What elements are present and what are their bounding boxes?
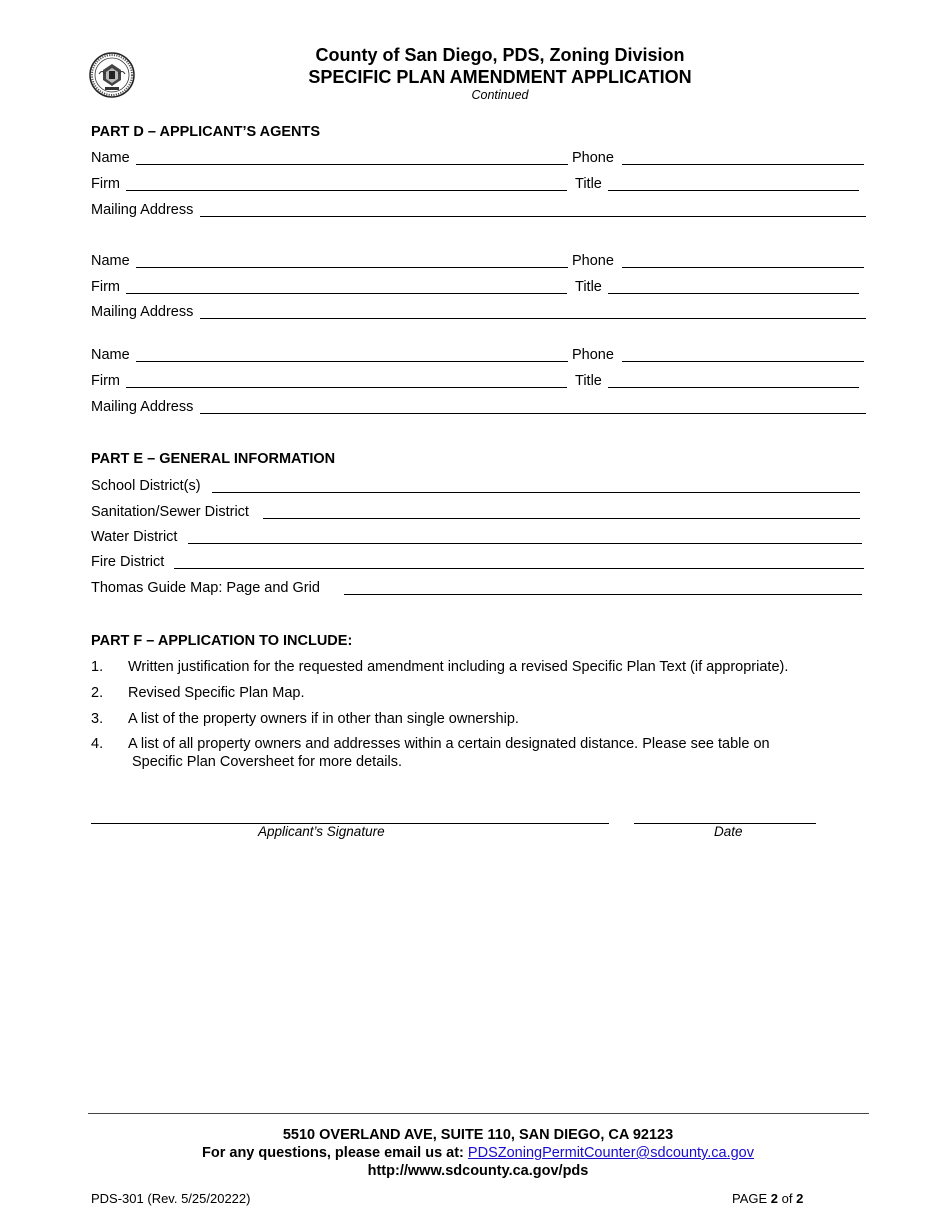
list-item bbox=[91, 684, 871, 702]
agent-3-name-field[interactable] bbox=[136, 361, 568, 362]
thomas-guide-field[interactable] bbox=[344, 594, 862, 595]
school-district-field[interactable] bbox=[212, 492, 860, 493]
document-subtitle: SPECIFIC PLAN AMENDMENT APPLICATION bbox=[308, 67, 692, 87]
school-district-label: School District(s) bbox=[91, 478, 201, 494]
footer-questions: For any questions, please email us at: bbox=[202, 1145, 464, 1161]
agent-1-phone-field[interactable] bbox=[622, 164, 864, 165]
agent-3-firm-field[interactable] bbox=[126, 387, 567, 388]
agent-3-title-field[interactable] bbox=[608, 387, 859, 388]
agent-2-firm-row bbox=[91, 278, 871, 296]
agent-3-mailing-field[interactable] bbox=[200, 413, 866, 414]
phone-label: Phone bbox=[572, 253, 614, 269]
sanitation-district-field[interactable] bbox=[263, 518, 860, 519]
part-d-heading: PART D – APPLICANT’S AGENTS bbox=[91, 124, 321, 140]
list-item bbox=[91, 710, 871, 728]
footer-contact bbox=[0, 1145, 950, 1161]
part-f-heading: PART F – APPLICATION TO INCLUDE: bbox=[91, 633, 353, 649]
document-title: County of San Diego, PDS, Zoning Division bbox=[315, 45, 685, 65]
footer-website: http://www.sdcounty.ca.gov/pds bbox=[367, 1163, 589, 1179]
name-label: Name bbox=[91, 253, 130, 269]
thomas-guide-row bbox=[91, 579, 871, 597]
mailing-address-label: Mailing Address bbox=[91, 304, 194, 320]
list-item-text: Revised Specific Plan Map. bbox=[128, 685, 305, 701]
footer-email-link[interactable]: PDSZoningPermitCounter@sdcounty.ca.gov bbox=[467, 1145, 754, 1161]
part-e-heading: PART E – GENERAL INFORMATION bbox=[91, 451, 336, 467]
mailing-address-label: Mailing Address bbox=[91, 202, 194, 218]
agent-1-firm-field[interactable] bbox=[126, 190, 567, 191]
phone-label: Phone bbox=[572, 347, 614, 363]
page-prefix: PAGE bbox=[732, 1191, 768, 1206]
list-item bbox=[91, 735, 871, 771]
title-label: Title bbox=[575, 279, 602, 295]
list-item-number: 3. bbox=[91, 711, 104, 727]
list-item-text-continued: Specific Plan Coversheet for more details. bbox=[132, 754, 402, 770]
list-item-number: 1. bbox=[91, 659, 104, 675]
water-district-field[interactable] bbox=[188, 543, 862, 544]
mailing-address-label: Mailing Address bbox=[91, 399, 194, 415]
list-item-text: Written justification for the requested amendment including a revised Specific Plan Text (if appropriate). bbox=[128, 659, 789, 675]
agent-1-firm-row bbox=[91, 175, 871, 193]
title-label: Title bbox=[575, 176, 602, 192]
list-item-number: 2. bbox=[91, 685, 104, 701]
agent-1-mailing-row bbox=[91, 201, 871, 219]
date-label: Date bbox=[714, 824, 743, 839]
agent-1-name-row bbox=[91, 149, 871, 167]
water-district-row bbox=[91, 528, 871, 546]
form-id: PDS-301 (Rev. 5/25/20222) bbox=[91, 1191, 251, 1206]
footer-divider bbox=[88, 1113, 869, 1114]
agent-2-phone-field[interactable] bbox=[622, 267, 864, 268]
continued-label: Continued bbox=[471, 88, 529, 102]
name-label: Name bbox=[91, 150, 130, 166]
agent-2-mailing-row bbox=[91, 303, 871, 321]
page-of: of bbox=[781, 1191, 793, 1206]
footer-address: 5510 OVERLAND AVE, SUITE 110, SAN DIEGO, CA 92123 bbox=[282, 1127, 674, 1143]
agent-2-name-row bbox=[91, 252, 871, 270]
page-total: 2 bbox=[796, 1191, 804, 1206]
firm-label: Firm bbox=[91, 373, 120, 389]
sanitation-district-label: Sanitation/Sewer District bbox=[91, 504, 249, 520]
list-item-text: A list of the property owners if in other than single ownership. bbox=[128, 711, 519, 727]
agent-2-firm-field[interactable] bbox=[126, 293, 567, 294]
list-item bbox=[91, 658, 871, 676]
sanitation-district-row bbox=[91, 503, 871, 521]
agent-2-name-field[interactable] bbox=[136, 267, 568, 268]
agent-3-phone-field[interactable] bbox=[622, 361, 864, 362]
water-district-label: Water District bbox=[91, 529, 178, 545]
page-current: 2 bbox=[770, 1191, 779, 1206]
school-district-row bbox=[91, 477, 871, 495]
agent-3-mailing-row bbox=[91, 398, 871, 416]
list-item-text: A list of all property owners and addresses within a certain designated distance. Please see table on bbox=[128, 736, 770, 752]
agent-1-name-field[interactable] bbox=[136, 164, 568, 165]
agent-1-mailing-field[interactable] bbox=[200, 216, 866, 217]
fire-district-field[interactable] bbox=[174, 568, 864, 569]
agent-3-firm-row bbox=[91, 372, 871, 390]
firm-label: Firm bbox=[91, 279, 120, 295]
list-item-number: 4. bbox=[91, 736, 104, 752]
agent-3-name-row bbox=[91, 346, 871, 364]
agent-1-title-field[interactable] bbox=[608, 190, 859, 191]
thomas-guide-label: Thomas Guide Map: Page and Grid bbox=[91, 580, 320, 596]
page-number bbox=[732, 1191, 803, 1206]
fire-district-label: Fire District bbox=[91, 554, 165, 570]
agent-2-title-field[interactable] bbox=[608, 293, 859, 294]
firm-label: Firm bbox=[91, 176, 120, 192]
title-label: Title bbox=[575, 373, 602, 389]
fire-district-row bbox=[91, 553, 871, 571]
agent-2-mailing-field[interactable] bbox=[200, 318, 866, 319]
phone-label: Phone bbox=[572, 150, 614, 166]
name-label: Name bbox=[91, 347, 130, 363]
applicant-signature-label: Applicant’s Signature bbox=[258, 824, 385, 839]
